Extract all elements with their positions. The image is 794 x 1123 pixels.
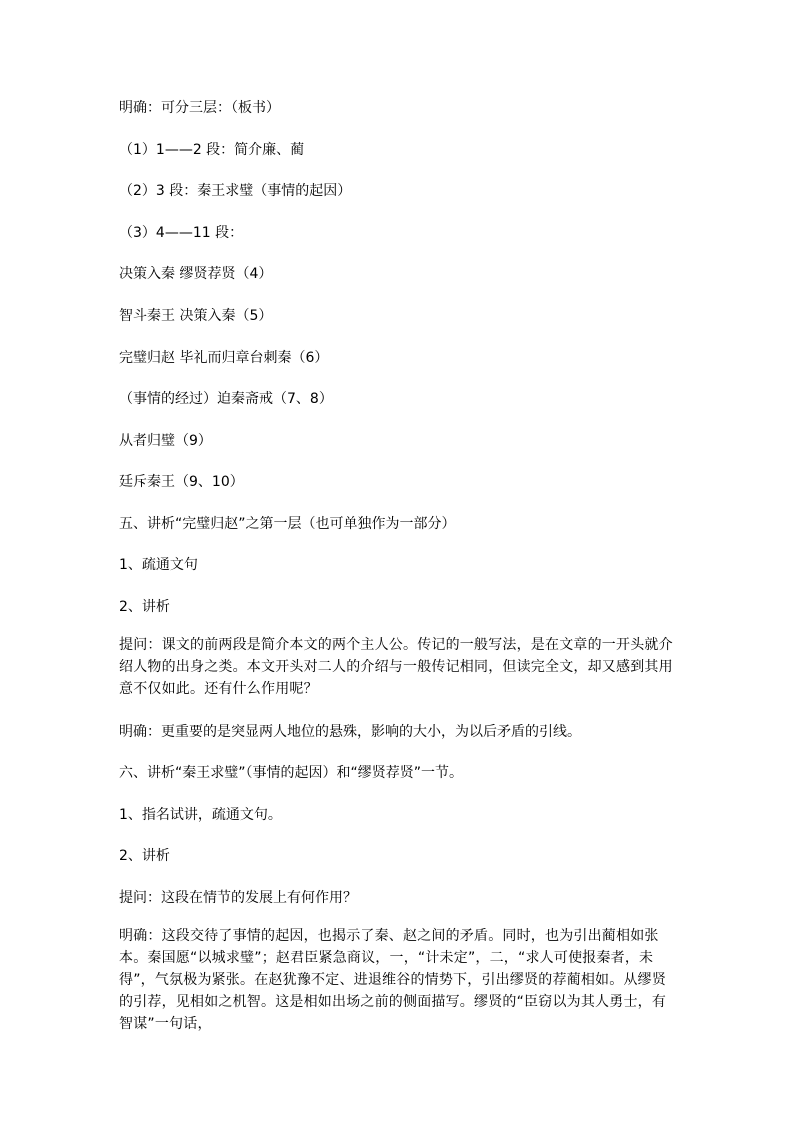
paragraph: 提问：课文的前两段是简介本文的两个主人公。传记的一般写法，是在文章的一开头就介绍人物的出身之类。本文开头对二人的介绍与一般传记相同，但读完全文，却又感到其用意不仅如此。还有什么作用呢？ [119, 637, 673, 697]
text-line: 廷斥秦王（9、10） [119, 474, 244, 490]
text-line: 2、讲析 [119, 848, 170, 864]
section-heading: 六、讲析“秦王求璧”（事情的起因）和“缪贤荐贤”一节。 [119, 765, 464, 781]
text-line: 1、疏通文句 [119, 557, 198, 573]
text-line: 决策入秦 缪贤荐贤（4） [119, 266, 273, 282]
text-line: 智斗秦王 决策入秦（5） [119, 308, 273, 324]
text-line: （3）4——11 段： [119, 225, 244, 241]
section-heading: 五、讲析“完璧归赵”之第一层（也可单独作为一部分） [119, 516, 456, 532]
text-line: 明确：可分三层：（板书） [119, 100, 280, 116]
text-line: （事情的经过）迫秦斋戒（7、8） [119, 391, 333, 407]
text-line: 1、指名试讲，疏通文句。 [119, 807, 282, 823]
text-line: 明确：更重要的是突显两人地位的悬殊，影响的大小，为以后矛盾的引线。 [119, 724, 581, 740]
text-line: （1）1——2 段：简介廉、蔺 [119, 142, 305, 158]
text-line: 从者归璧（9） [119, 433, 212, 449]
text-line: 完璧归赵 毕礼而归章台刺秦（6） [119, 350, 329, 366]
text-line: 2、讲析 [119, 599, 170, 615]
text-line: （2）3 段：秦王求璧（事情的起因） [119, 183, 352, 199]
text-line: 提问：这段在情节的发展上有何作用？ [119, 890, 357, 906]
paragraph: 明确：这段交待了事情的起因，也揭示了秦、赵之间的矛盾。同时，也为引出蔺相如张本。秦国愿“以城求璧”；赵君臣紧急商议，一，“计未定”，二，“求人可使报秦者，未得”，气氛极为紧张。在赵犹豫不定、进退维谷的情势下，引出缪贤的荐蔺相如。从缪贤的引荐，见相如之机智。这是相如出场之前的侧面描写。缪贤的“臣窃以为其人勇士，有智谋”一句话， [119, 928, 667, 1032]
